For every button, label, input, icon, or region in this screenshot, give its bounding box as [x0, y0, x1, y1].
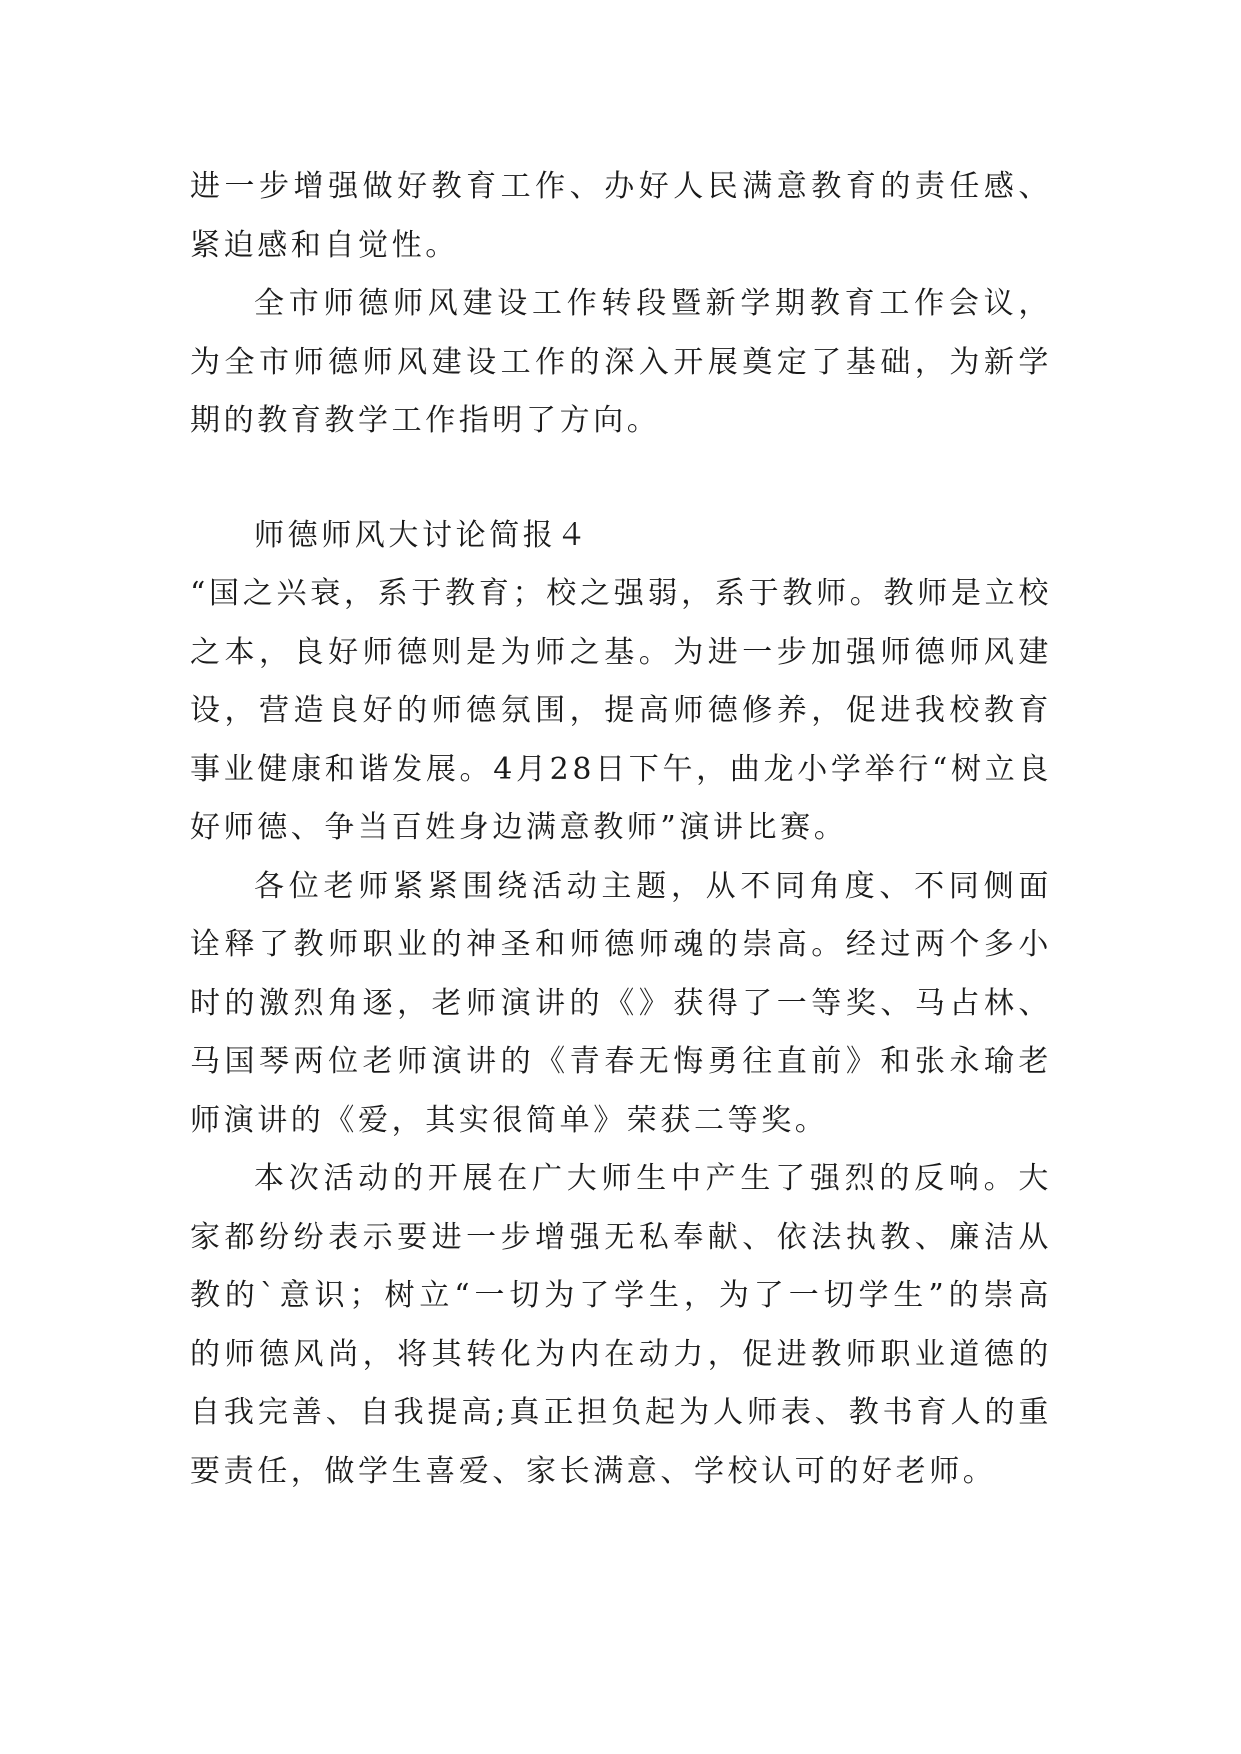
paragraph-impact: 本次活动的开展在广大师生中产生了强烈的反响。大家都纷纷表示要进一步增强无私奉献、依法执教、廉洁从教的`意识；树立“一切为了学生，为了一切学生”的崇高的师德风尚，将其转化为内在动力，促进教师职业道德的自我完善、自我提高;真正担负起为人师表、教书育人的重要责任，做学生喜爱、家长满意、学校认可的好老师。 [190, 1161, 1052, 1489]
paragraph-contest-results: 各位老师紧紧围绕活动主题，从不同角度、不同侧面诠释了教师职业的神圣和师德师魂的崇高。经过两个多小时的激烈角逐，老师演讲的《》获得了一等奖、马占林、马国琴两位老师演讲的《青春无悔勇往直前》和张永瑜老师演讲的《爱，其实很简单》荣获二等奖。 [190, 868, 1052, 1138]
document-body [190, 158, 1052, 1501]
paragraph-intro: “国之兴衰，系于教育；校之强弱，系于教师。教师是立校之本，良好师德则是为师之基。为进一步加强师德师风建设，营造良好的师德氛围，提高师德修养，促进我校教育事业健康和谐发展。4月28日下午，曲龙小学举行“树立良好师德、争当百姓身边满意教师”演讲比赛。 [190, 576, 1052, 845]
paragraph-continued: 进一步增强做好教育工作、办好人民满意教育的责任感、紧迫感和自觉性。 [190, 169, 1052, 263]
section-heading: 师德师风大讨论简报４ [254, 517, 590, 553]
paragraph-conference-summary: 全市师德师风建设工作转段暨新学期教育工作会议，为全市师德师风建设工作的深入开展奠定了基础，为新学期的教育教学工作指明了方向。 [190, 286, 1052, 438]
